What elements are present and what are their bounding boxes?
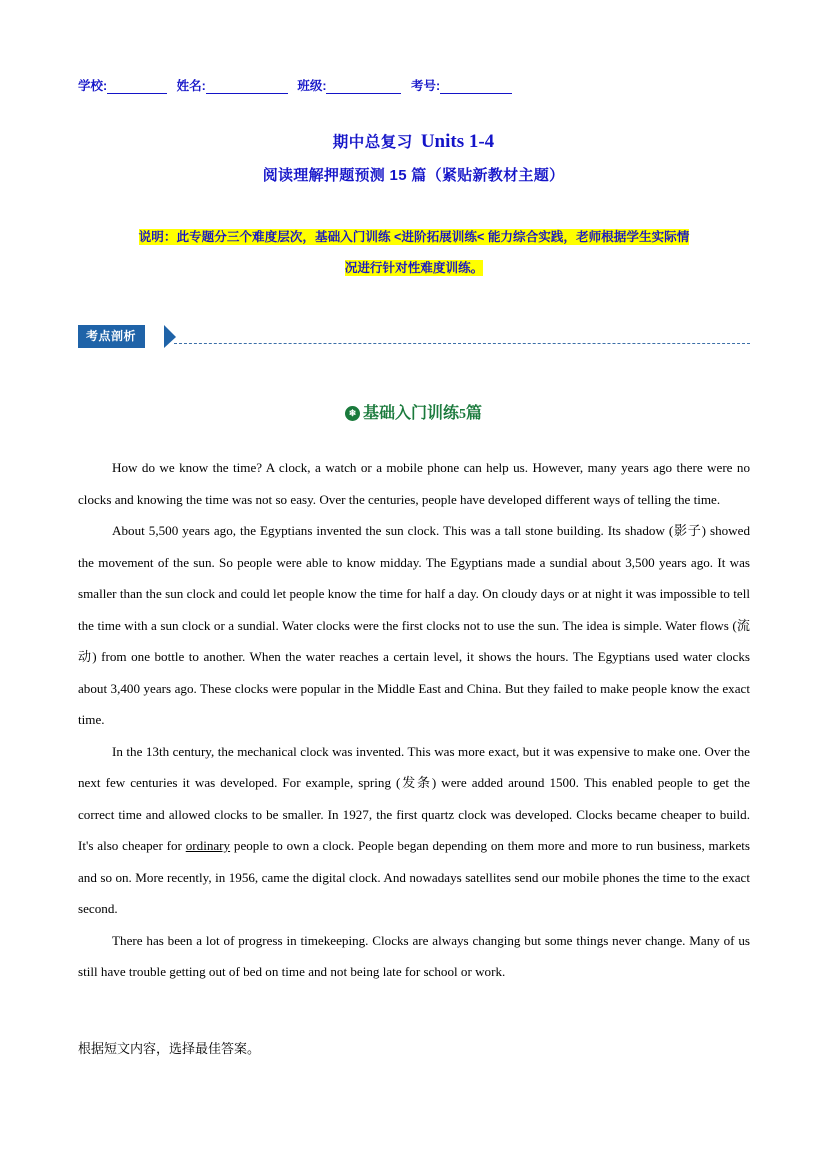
passage-paragraph-1: How do we know the time? A clock, a watch or a mobile phone can help us. However, many years ago there were no clocks and knowing the time was not so easy. Over the centuries, people have developed different ways of telling the time. bbox=[78, 460, 750, 507]
subsection-title: 基础入门训练 bbox=[362, 405, 459, 422]
name-label: 姓名: bbox=[176, 79, 206, 93]
section-tag-group bbox=[78, 325, 750, 353]
examnumber-label: 考号: bbox=[410, 79, 441, 93]
info-item-class bbox=[297, 76, 401, 94]
underlined-word: ordinary bbox=[185, 838, 231, 853]
class-label: 班级: bbox=[297, 79, 327, 93]
school-blank[interactable] bbox=[107, 80, 167, 94]
info-item-school bbox=[78, 76, 167, 94]
passage-paragraph-4: There has been a lot of progress in timekeeping. Clocks are always changing but some things never change. Many of us still have trouble getting out of bed on time and not being late for school or work. bbox=[78, 932, 750, 979]
passage-paragraph-2: About 5,500 years ago, the Egyptians invented the sun clock. This was a tall stone building. Its shadow (影子) showed the movement of the sun. So people were able to know midday. The Egyptians made a sundial about 3,500 years ago. It was smaller than the sun clock and could let people know the time for half a day. On cloudy days or at night it was impossible to tell the time with a sun clock or a sundial. Water clocks were the first clocks not to use the sun. The idea is simple. Water flows (流动) from one bottle to another. When the water reaches a certain level, it shows the hours. The Egyptians used water clocks about 3,400 years ago. These clocks were popular in the Middle East and China. But they failed to make people know the exact time. bbox=[78, 523, 750, 727]
page-title bbox=[0, 130, 827, 153]
section-tag-label: 考点剖析 bbox=[78, 325, 145, 348]
instruction-note bbox=[78, 222, 750, 284]
page-title-cn: 期中总复习 bbox=[332, 134, 413, 151]
page-subtitle: 阅读理解押题预测 15 篇（紧贴新教材主题） bbox=[262, 167, 565, 184]
subsection-count: 5 bbox=[459, 407, 466, 422]
page-title-en: Units 1-4 bbox=[420, 131, 495, 152]
examnumber-blank[interactable] bbox=[440, 80, 512, 94]
name-blank[interactable] bbox=[206, 80, 288, 94]
passage-paragraph-3: In the 13th century, the mechanical clock was invented. This was more exact, but it was expensive to make one. Over the next few centuries it was developed. For example, spring (发条) were added around 1500. This enabled people to get the correct time and allowed clocks to be smaller. In 1927, the first quartz clock was developed. Clocks became cheaper to build. It's also cheaper for ordinary people to own a clock. People began depending on them more and more to run business, markets and so on. More recently, in 1956, came the digital clock. And nowadays satellites send our mobile phones the time to the exact second. bbox=[78, 743, 750, 916]
class-blank[interactable] bbox=[326, 80, 401, 94]
section-tag-arrow-icon bbox=[164, 325, 176, 348]
student-info-line bbox=[78, 76, 750, 94]
snowflake-icon: ❄ bbox=[345, 406, 360, 421]
question-prompt: 根据短文内容，选择最佳答案。 bbox=[78, 1041, 261, 1056]
info-item-name bbox=[177, 76, 288, 94]
info-item-examnumber bbox=[411, 76, 512, 94]
reading-passage bbox=[78, 452, 750, 988]
instruction-note-line1: 说明：此专题分三个难度层次，基础入门训练 <进阶拓展训练< 能力综合实践，老师根据学生实际情 bbox=[138, 230, 690, 244]
subsection-heading bbox=[0, 400, 827, 423]
subsection-unit: 篇 bbox=[466, 405, 483, 422]
section-divider bbox=[174, 343, 750, 344]
school-label: 学校: bbox=[78, 79, 108, 93]
instruction-note-line2: 况进行针对性难度训练。 bbox=[344, 261, 484, 275]
